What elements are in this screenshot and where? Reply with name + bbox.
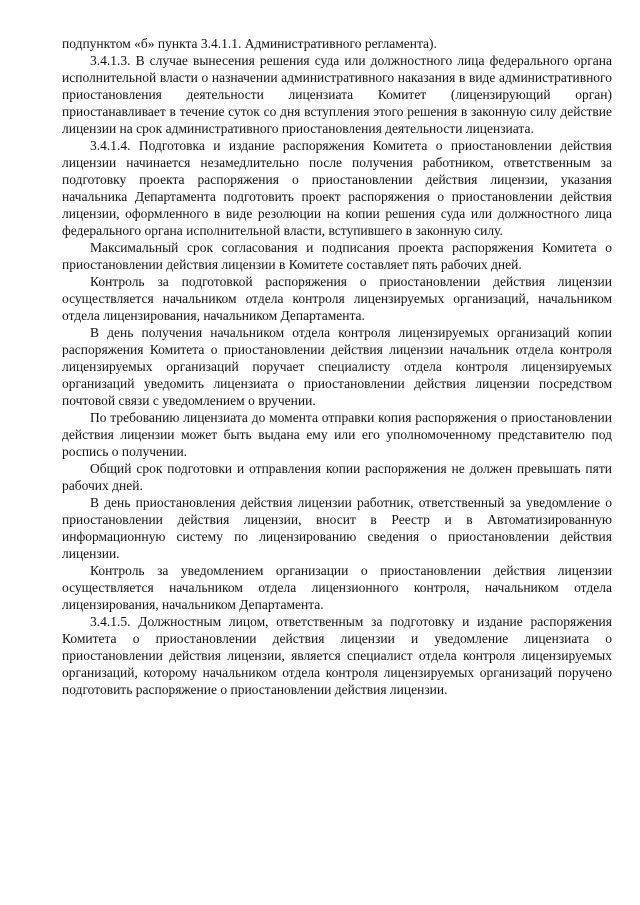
paragraph-3-4-1-4: 3.4.1.4. Подготовка и издание распоряжения Комитета о приостановлении действия лицензии начинается незамедлительно после получения работником, ответственным за подготовку проекта распоряжения о приостановлении действия лицензии, указания начальника Департамента подготовить проект распоряжения о приостановлении действия лицензии, оформленного в виде резолюции на копии решения суда или должностного лица федерального органа исполнительной власти, вступившего в законную силу.: [62, 138, 612, 238]
paragraph-registry-entry: В день приостановления действия лицензии работник, ответственный за уведомление о приостановлении действия лицензии, вносит в Реестр и в Автоматизированную информационную систему по лицензированию сведения о приостановлении действия лицензии.: [62, 495, 612, 561]
paragraph-copy-on-request: По требованию лицензиата до момента отправки копия распоряжения о приостановлении действия лицензии может быть выдана ему или его уполномоченному представителю под роспись о получении.: [62, 410, 612, 459]
paragraph-3-4-1-5: 3.4.1.5. Должностным лицом, ответственным за подготовку и издание распоряжения Комитета о приостановлении действия лицензии и уведомление лицензиата о приостановлении действия лицензии, является специалист отдела контроля лицензируемых организаций, которому начальником отдела контроля лицензируемых организаций поручено подготовить распоряжение о приостановлении действия лицензии.: [62, 614, 612, 697]
paragraph-3-4-1-3: 3.4.1.3. В случае вынесения решения суда или должностного лица федерального органа исполнительной власти о назначении административного наказания в виде административного приостановления деятельности лицензиата Комитет (лицензирующий орган) приостанавливает в течение суток со дня вступления этого решения в законную силу действие лицензии на срок административного приостановления деятельности лицензиата.: [62, 53, 612, 136]
paragraph-notification-control: Контроль за уведомлением организации о приостановлении действия лицензии осуществляется начальником отдела лицензионного контроля, начальником отдела лицензирования, начальником Департамента.: [62, 563, 612, 612]
paragraph-total-term: Общий срок подготовки и отправления копии распоряжения не должен превышать пяти рабочих дней.: [62, 461, 612, 493]
paragraph-continuation: подпунктом «б» пункта 3.4.1.1. Административного регламента).: [62, 36, 437, 51]
paragraph-approval-term: Максимальный срок согласования и подписания проекта распоряжения Комитета о приостановлении действия лицензии в Комитете составляет пять рабочих дней.: [62, 240, 612, 272]
paragraph-notification-assignment: В день получения начальником отдела контроля лицензируемых организаций копии распоряжения Комитета о приостановлении действия лицензии начальник отдела контроля лицензируемых организаций поручает специалисту отдела контроля лицензируемых организаций уведомить лицензиата о приостановлении действия лицензии посредством почтовой связи с уведомлением о вручении.: [62, 325, 612, 408]
paragraph-preparation-control: Контроль за подготовкой распоряжения о приостановлении действия лицензии осуществляется начальником отдела контроля лицензируемых организаций, начальником отдела лицензирования, начальником Департамента.: [62, 274, 612, 323]
